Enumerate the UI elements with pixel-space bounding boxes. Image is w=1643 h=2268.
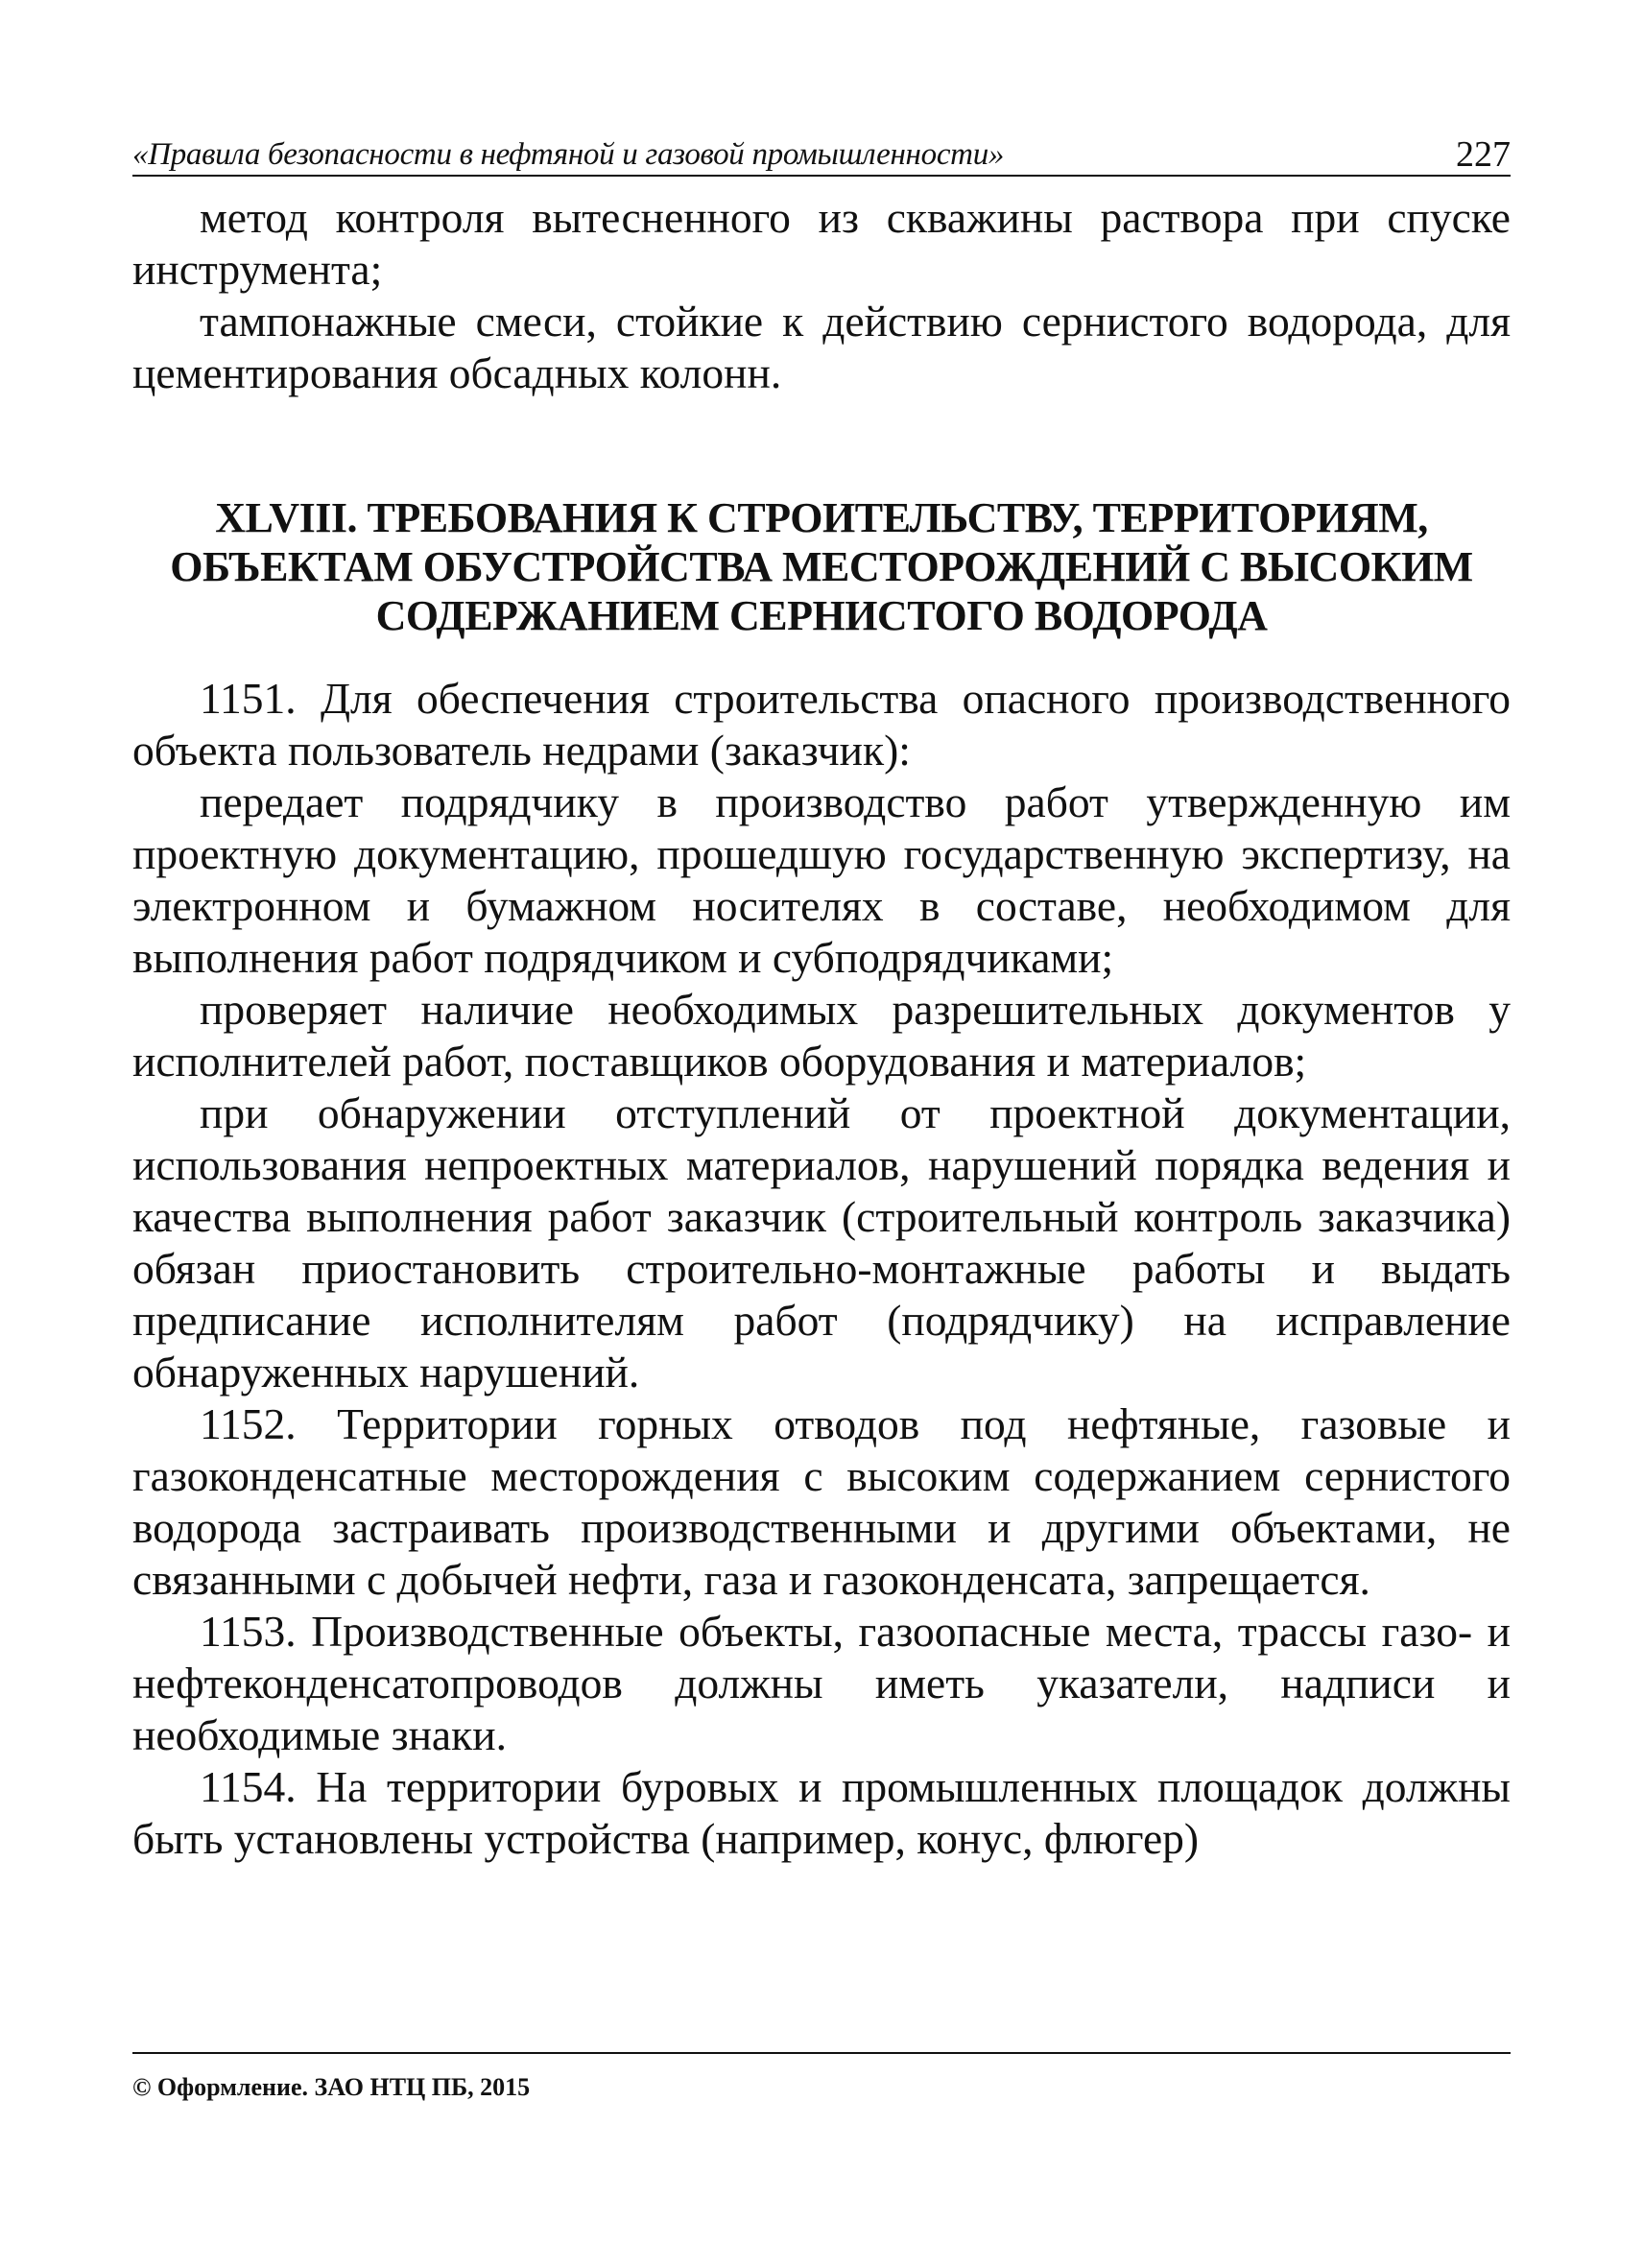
page-body xyxy=(132,192,1511,1865)
clause-1152: 1152. Территории горных отводов под нефтяные, газовые и газоконденсатные месторождения с высоким содержанием сернистого водорода застраивать производственными и другими объектами, не связанными с добычей нефти, газа и газоконденсата, запрещается. xyxy=(132,1399,1511,1604)
running-title: «Правила безопасности в нефтяной и газовой промышленности» xyxy=(132,137,1005,172)
intro-paragraph: метод контроля вытесненного из скважины раствора при спуске инструмента; xyxy=(132,193,1511,294)
running-header xyxy=(132,125,1511,177)
page-footer xyxy=(132,2052,1511,2102)
page-number: 227 xyxy=(1456,134,1511,175)
copyright-notice: © Оформление. ЗАО НТЦ ПБ, 2015 xyxy=(132,2073,531,2101)
clause-1151-item: проверяет наличие необходимых разрешительных документов у исполнителей работ, поставщиков оборудования и материалов; xyxy=(132,985,1511,1086)
clause-1151-item: при обнаружении отступлений от проектной документации, использования непроектных материалов, нарушений порядка ведения и качества выполнения работ заказчик (строительный контроль заказчика) обязан приостановить строительно-монтажные работы и выдать предписание исполнителям работ (подрядчику) на исправление обнаруженных нарушений. xyxy=(132,1088,1511,1397)
clause-1153: 1153. Производственные объекты, газоопасные места, трассы газо- и нефтеконденсатопроводов должны иметь указатели, надписи и необходимые знаки. xyxy=(132,1607,1511,1759)
clause-1154: 1154. На территории буровых и промышленных площадок должны быть установлены устройства (например, конус, флюгер) xyxy=(132,1762,1511,1863)
clause-1151-item: передает подрядчику в производство работ утвержденную им проектную документацию, прошедшую государственную экспертизу, на электронном и бумажном носителях в составе, необходимом для выполнения работ подрядчиком и субподрядчиками; xyxy=(132,777,1511,982)
book-page xyxy=(132,125,1511,2140)
section-heading: XLVIII. ТРЕБОВАНИЯ К СТРОИТЕЛЬСТВУ, ТЕРРИТОРИЯМ, ОБЪЕКТАМ ОБУСТРОЙСТВА МЕСТОРОЖДЕНИЙ С ВЫСОКИМ СОДЕРЖАНИЕМ СЕРНИСТОГО ВОДОРОДА xyxy=(170,494,1473,639)
intro-paragraph: тампонажные смеси, стойкие к действию сернистого водорода, для цементирования обсадных колонн. xyxy=(132,297,1511,397)
clause-1151: 1151. Для обеспечения строительства опасного производственного объекта пользователь недрами (заказчик): xyxy=(132,674,1511,775)
